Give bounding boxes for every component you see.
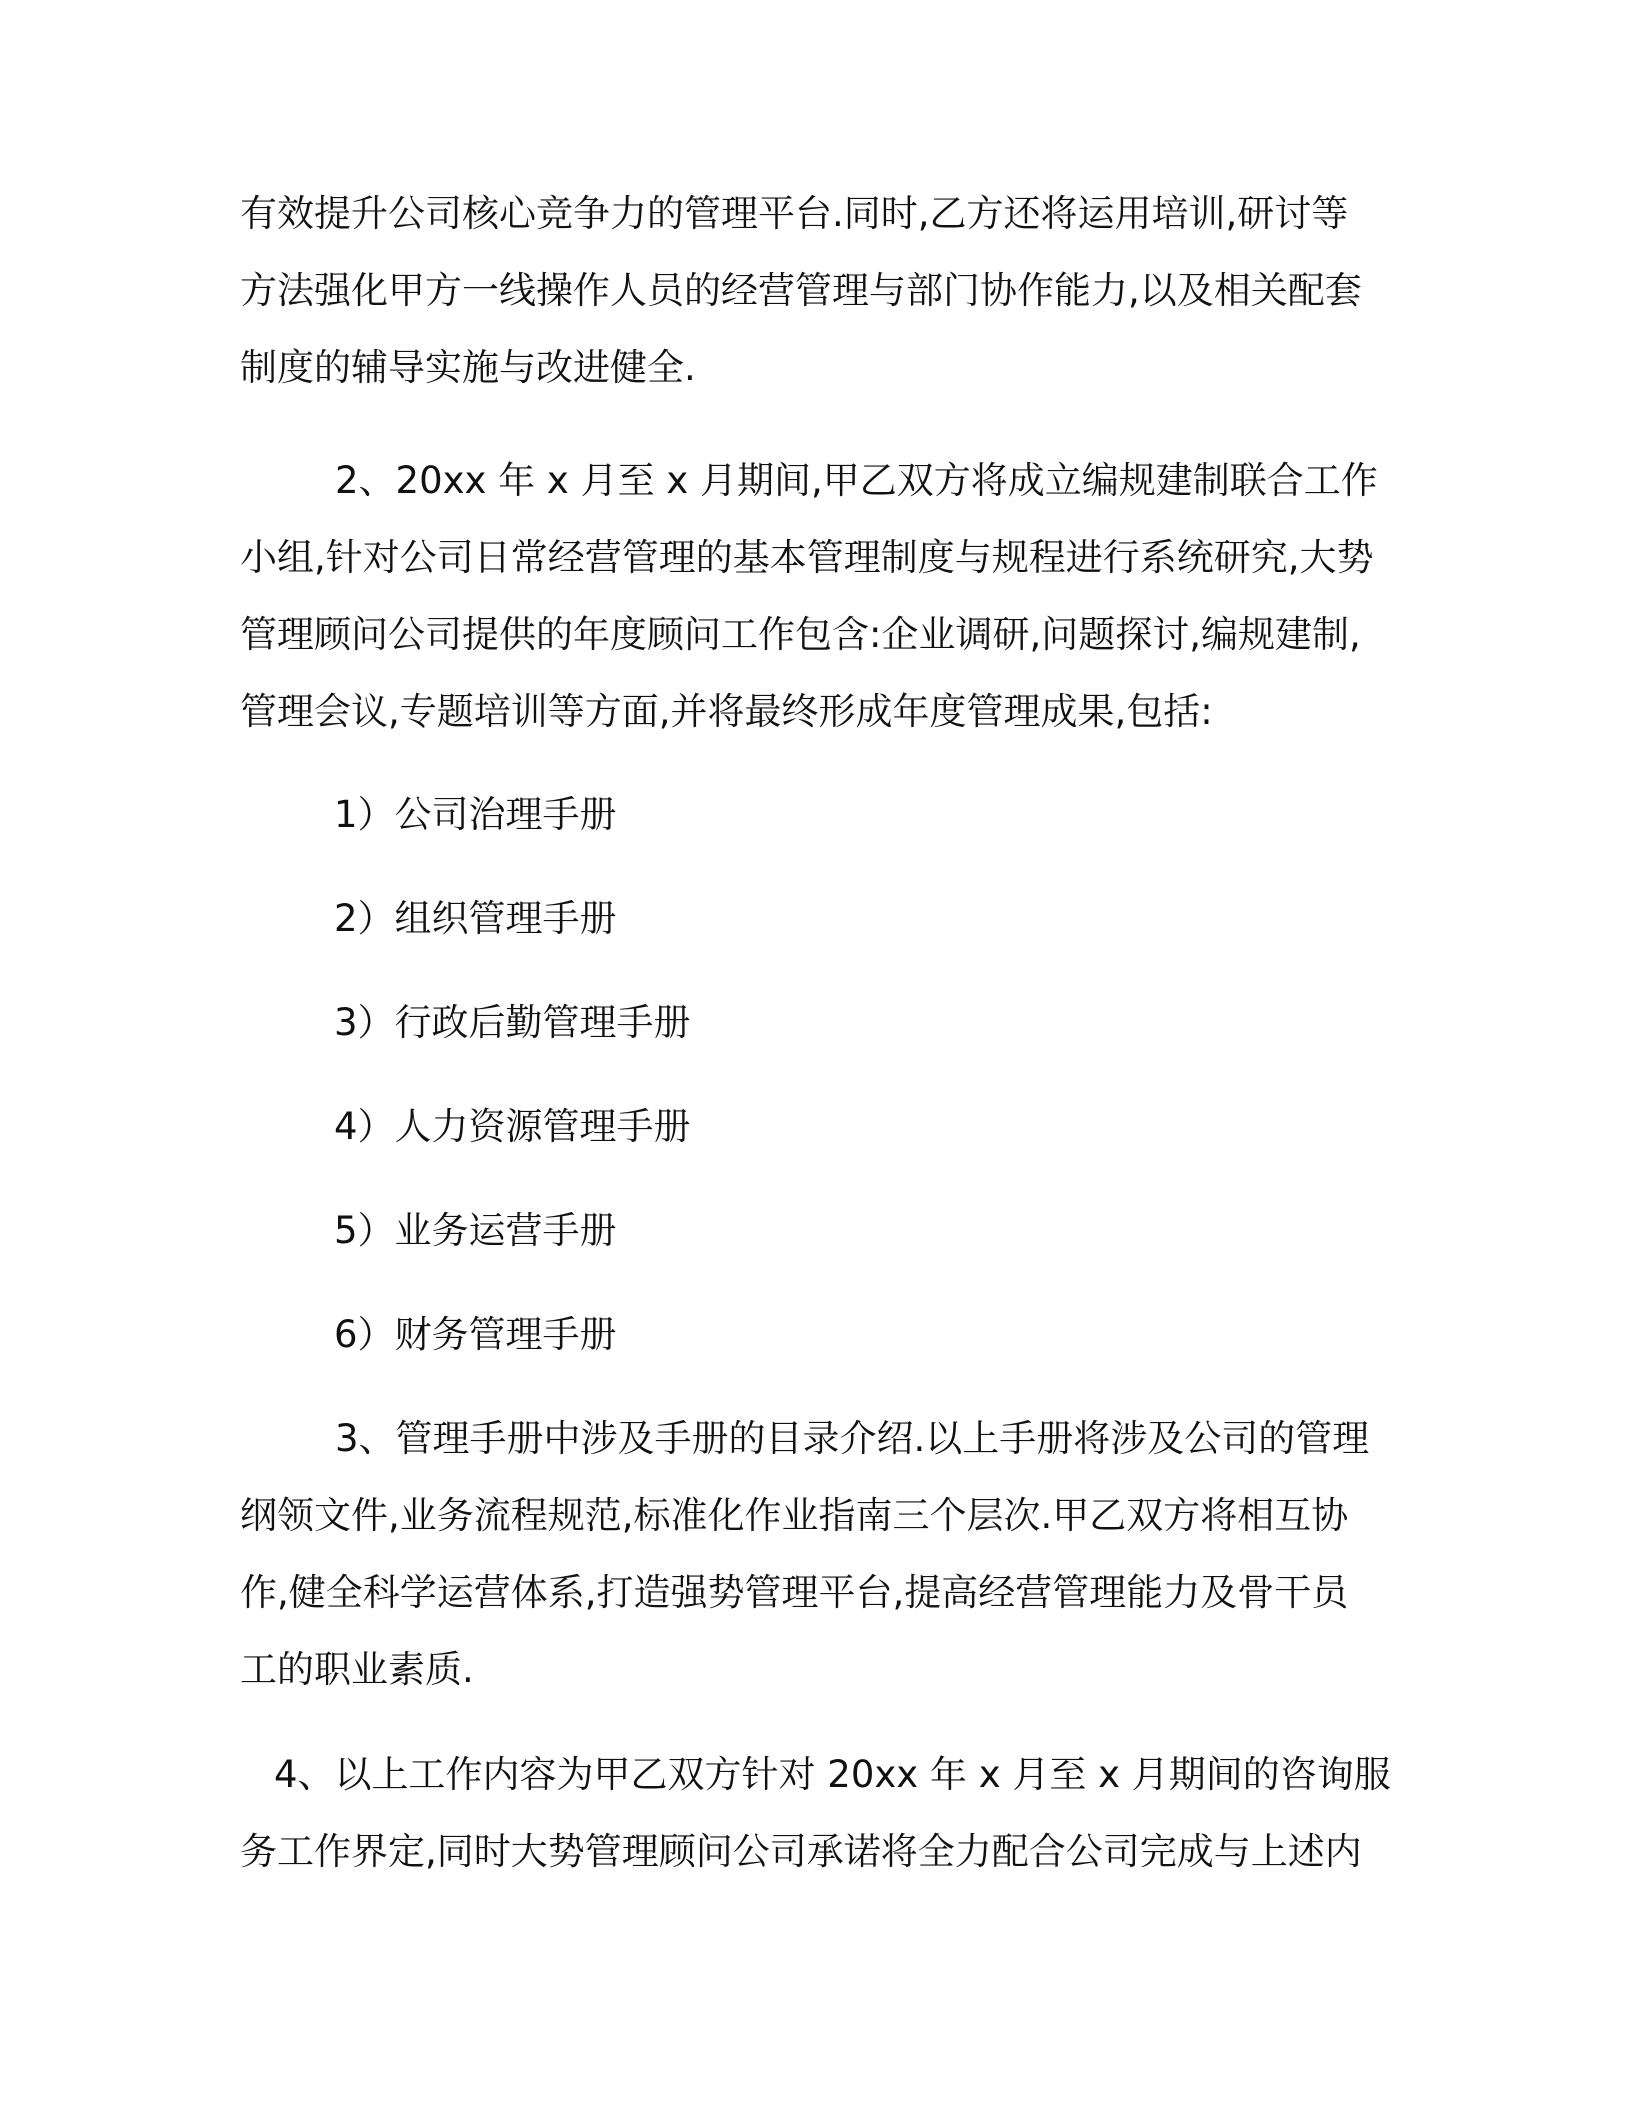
paragraph-1-line-3: 制度的辅导实施与改进健全. bbox=[240, 346, 696, 389]
paragraph-3-line-4: 工的职业素质. bbox=[240, 1648, 474, 1691]
paragraph-4-line-1: 4、以上工作内容为甲乙双方针对 20xx 年 x 月至 x 月期间的咨询服 bbox=[274, 1753, 1391, 1796]
list-item-3: 3）行政后勤管理手册 bbox=[334, 1001, 691, 1044]
list-item-4: 4）人力资源管理手册 bbox=[334, 1105, 691, 1148]
paragraph-2-line-2: 小组,针对公司日常经营管理的基本管理制度与规程进行系统研究,大势 bbox=[240, 536, 1374, 579]
paragraph-2-line-1: 2、20xx 年 x 月至 x 月期间,甲乙双方将成立编规建制联合工作 bbox=[335, 459, 1378, 502]
paragraph-1-line-2: 方法强化甲方一线操作人员的经营管理与部门协作能力,以及相关配套 bbox=[240, 269, 1362, 312]
list-item-6: 6）财务管理手册 bbox=[334, 1313, 617, 1356]
paragraph-1-line-1: 有效提升公司核心竞争力的管理平台.同时,乙方还将运用培训,研讨等 bbox=[240, 192, 1349, 235]
paragraph-1 bbox=[240, 175, 1400, 406]
paragraph-3 bbox=[240, 1400, 1400, 1708]
paragraph-3-line-1: 3、管理手册中涉及手册的目录介绍.以上手册将涉及公司的管理 bbox=[335, 1417, 1370, 1460]
paragraph-4 bbox=[240, 1736, 1400, 1890]
list-item-2: 2）组织管理手册 bbox=[334, 897, 617, 940]
paragraph-4-line-2: 务工作界定,同时大势管理顾问公司承诺将全力配合公司完成与上述内 bbox=[240, 1830, 1362, 1873]
paragraph-2-line-4: 管理会议,专题培训等方面,并将最终形成年度管理成果,包括: bbox=[240, 690, 1213, 733]
paragraph-3-line-2: 纲领文件,业务流程规范,标准化作业指南三个层次.甲乙双方将相互协 bbox=[240, 1494, 1349, 1537]
list-item-5: 5）业务运营手册 bbox=[334, 1209, 617, 1252]
paragraph-2-line-3: 管理顾问公司提供的年度顾问工作包含:企业调研,问题探讨,编规建制, bbox=[240, 613, 1361, 656]
paragraph-2 bbox=[240, 442, 1400, 750]
list-item-1: 1）公司治理手册 bbox=[334, 793, 617, 836]
paragraph-3-line-3: 作,健全科学运营体系,打造强势管理平台,提高经营管理能力及骨干员 bbox=[240, 1571, 1349, 1614]
